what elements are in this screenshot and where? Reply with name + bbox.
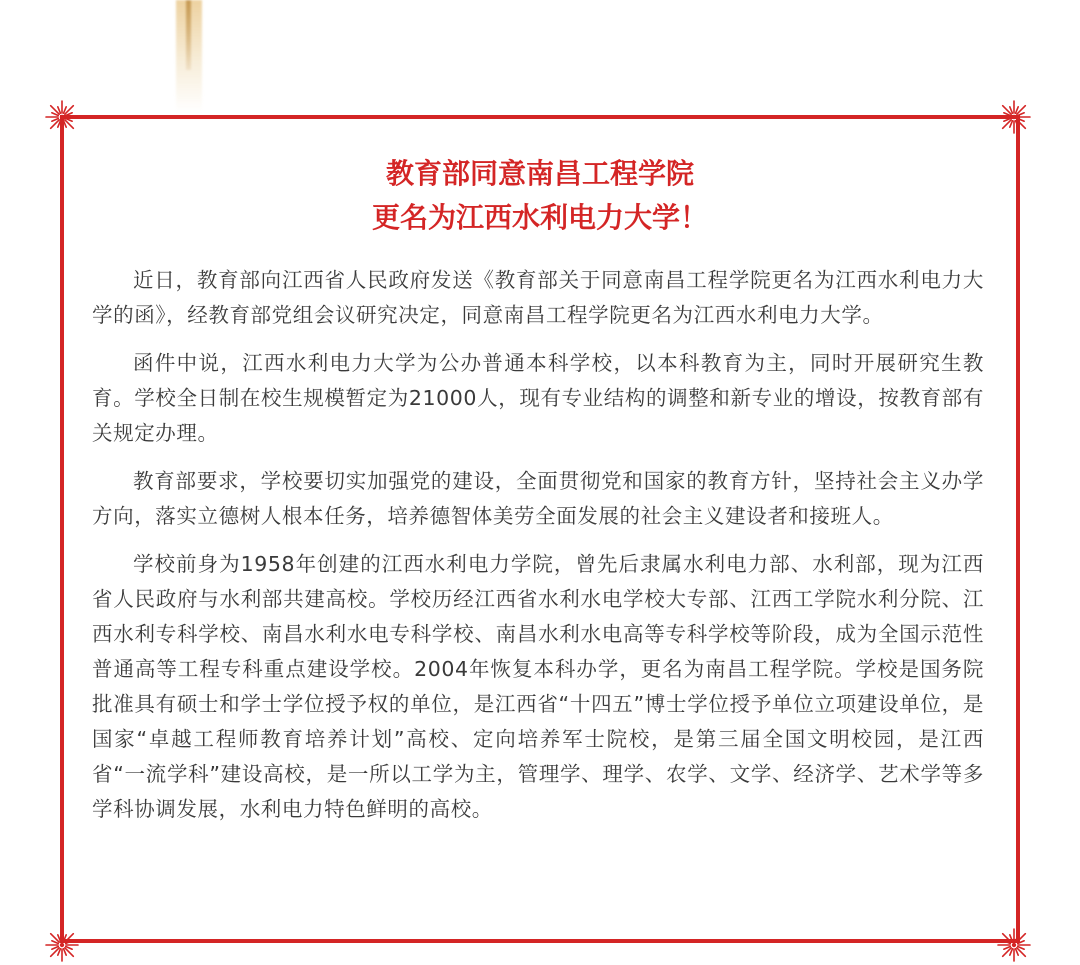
firework-icon [44,99,80,135]
article-body [92,263,984,840]
firework-icon [996,99,1032,135]
article-title [60,152,1020,240]
title-line-2: 更名为江西水利电力大学！ [371,201,708,234]
firework-icon [44,927,80,963]
paragraph: 教育部要求，学校要切实加强党的建设，全面贯彻党和国家的教育方针，坚持社会主义办学方向，落实立德树人根本任务，培养德智体美劳全面发展的社会主义建设者和接班人。 [92,469,984,528]
firework-icon [996,927,1032,963]
paragraph: 学校前身为1958年创建的江西水利电力学院，曾先后隶属水利电力部、水利部，现为江西省人民政府与水利部共建高校。学校历经江西省水利水电学校大专部、江西工学院水利分院、江西水利专科学校、南昌水利水电专科学校、南昌水利水电高等专科学校等阶段，成为全国示范性普通高等工程专科重点建设学校。2004年恢复本科办学，更名为南昌工程学院。学校是国务院批准具有硕士和学士学位授予权的单位，是江西省“十四五”博士学位授予单位立项建设单位，是国家“卓越工程师教育培养计划”高校、定向培养军士院校，是第三届全国文明校园，是江西省“一流学科”建设高校，是一所以工学为主，管理学、理学、农学、文学、经济学、艺术学等多学科协调发展，水利电力特色鲜明的高校。 [92,552,984,821]
title-line-1: 教育部同意南昌工程学院 [385,157,694,190]
paragraph: 函件中说，江西水利电力大学为公办普通本科学校，以本科教育为主，同时开展研究生教育。学校全日制在校生规模暂定为21000人，现有专业结构的调整和新专业的增设，按教育部有关规定办理。 [92,351,984,445]
paragraph: 近日，教育部向江西省人民政府发送《教育部关于同意南昌工程学院更名为江西水利电力大学的函》，经教育部党组会议研究决定，同意南昌工程学院更名为江西水利电力大学。 [92,268,984,327]
top-light-decoration [176,0,202,112]
